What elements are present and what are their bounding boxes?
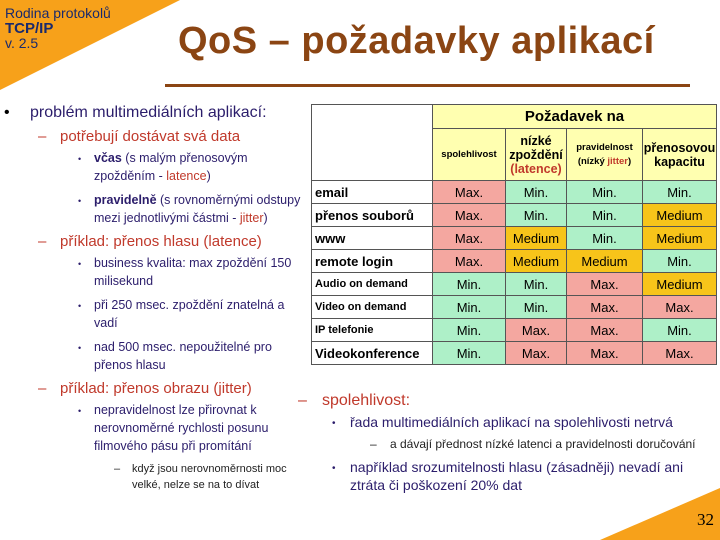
bullet-reliability-item: • například srozumitelnosti hlasu (zásadněji) nevadí ani ztráta či poškození 20% dat <box>332 459 684 493</box>
requirement-cell: Min. <box>506 204 567 227</box>
requirement-cell: Min. <box>567 227 643 250</box>
row-label: přenos souborů <box>312 204 433 227</box>
requirement-cell: Max. <box>643 342 717 365</box>
col-bandwidth: přenosovou kapacitu <box>643 129 717 181</box>
series-version: v. 2.5 <box>5 35 39 51</box>
bullet-image-example: – příklad: přenos obrazu (jitter) <box>38 380 252 397</box>
bullet-reliability-heading: – spolehlivost: <box>298 392 411 409</box>
requirements-table <box>311 104 717 365</box>
bullet-timing: • včas (s malým přenosovým zpožděním - latence) <box>78 151 248 183</box>
row-label: Videokonference <box>312 342 433 365</box>
requirement-cell: Max. <box>567 319 643 342</box>
col-delay: nízké zpoždění (latence) <box>506 129 567 181</box>
requirement-cell: Max. <box>433 227 506 250</box>
requirement-cell: Min. <box>506 296 567 319</box>
bullet-voice-item: • business kvalita: max zpoždění 150 milisekund <box>78 256 292 288</box>
requirement-cell: Medium <box>643 273 717 296</box>
requirement-cell: Min. <box>567 204 643 227</box>
requirement-cell: Max. <box>567 273 643 296</box>
requirement-cell: Max. <box>567 296 643 319</box>
bullet-reliability-item: • řada multimediálních aplikací na spolehlivosti netrvá <box>332 414 673 430</box>
requirement-cell: Medium <box>643 227 717 250</box>
requirement-cell: Medium <box>506 250 567 273</box>
requirement-cell: Min. <box>433 342 506 365</box>
table-row <box>312 296 717 319</box>
right-bullet-list <box>298 392 718 497</box>
requirement-cell: Max. <box>567 342 643 365</box>
requirement-cell: Medium <box>643 204 717 227</box>
requirement-cell: Max. <box>506 319 567 342</box>
requirement-cell: Max. <box>643 296 717 319</box>
row-label: Video on demand <box>312 296 433 319</box>
table-row <box>312 181 717 204</box>
series-label <box>5 6 111 51</box>
table-row <box>312 273 717 296</box>
requirement-cell: Min. <box>643 181 717 204</box>
title-underline <box>165 84 690 87</box>
requirement-cell: Min. <box>506 273 567 296</box>
requirement-cell: Medium <box>567 250 643 273</box>
table-row <box>312 250 717 273</box>
row-label: remote login <box>312 250 433 273</box>
requirement-cell: Min. <box>433 319 506 342</box>
table-corner-cell <box>312 105 433 181</box>
slide-title: QoS – požadavky aplikací <box>178 20 655 62</box>
series-protocol: TCP/IP <box>5 20 54 37</box>
requirement-cell: Max. <box>433 204 506 227</box>
bullet-image-item: • nepravidelnost lze přirovnat k nerovnoměrné rychlosti posunu filmového pásu při promítání <box>78 403 269 453</box>
bullet-reliability-sub: – a dávají přednost nízké latenci a pravidelnosti doručování <box>370 437 696 451</box>
row-label: IP telefonie <box>312 319 433 342</box>
col-reliability: spolehlivost <box>433 129 506 181</box>
table-row <box>312 227 717 250</box>
bullet-voice-item: • při 250 msec. zpoždění znatelná a vadí <box>78 298 285 330</box>
table-body <box>312 181 717 365</box>
series-name: Rodina protokolů <box>5 5 111 21</box>
requirement-cell: Min. <box>506 181 567 204</box>
requirement-cell: Medium <box>506 227 567 250</box>
table-row <box>312 342 717 365</box>
requirement-cell: Min. <box>643 250 717 273</box>
left-bullet-list <box>4 104 304 497</box>
requirement-cell: Min. <box>567 181 643 204</box>
requirement-cell: Min. <box>433 296 506 319</box>
bullet-image-sub: – když jsou nerovnoměrnosti moc velké, nelze se na to dívat <box>114 463 287 491</box>
requirement-cell: Max. <box>433 250 506 273</box>
table-row <box>312 204 717 227</box>
row-label: Audio on demand <box>312 273 433 296</box>
requirement-cell: Min. <box>433 273 506 296</box>
row-label: www <box>312 227 433 250</box>
row-label: email <box>312 181 433 204</box>
bullet-main: • problém multimediálních aplikací: <box>4 104 267 121</box>
col-jitter: pravidelnost (nízký jitter) <box>567 129 643 181</box>
bullet-voice-example: – příklad: přenos hlasu (latence) <box>38 233 262 250</box>
bullet-need: – potřebují dostávat svá data <box>38 128 241 145</box>
page-number: 32 <box>697 510 714 529</box>
requirement-cell: Max. <box>506 342 567 365</box>
table-row <box>312 319 717 342</box>
table-header: Požadavek na <box>433 105 717 129</box>
bullet-regular: • pravidelně (s rovnoměrnými odstupy mezi jednotlivými částmi - jitter) <box>78 193 301 225</box>
bullet-voice-item: • nad 500 msec. nepoužitelné pro přenos hlasu <box>78 340 272 372</box>
requirement-cell: Max. <box>433 181 506 204</box>
requirement-cell: Min. <box>643 319 717 342</box>
